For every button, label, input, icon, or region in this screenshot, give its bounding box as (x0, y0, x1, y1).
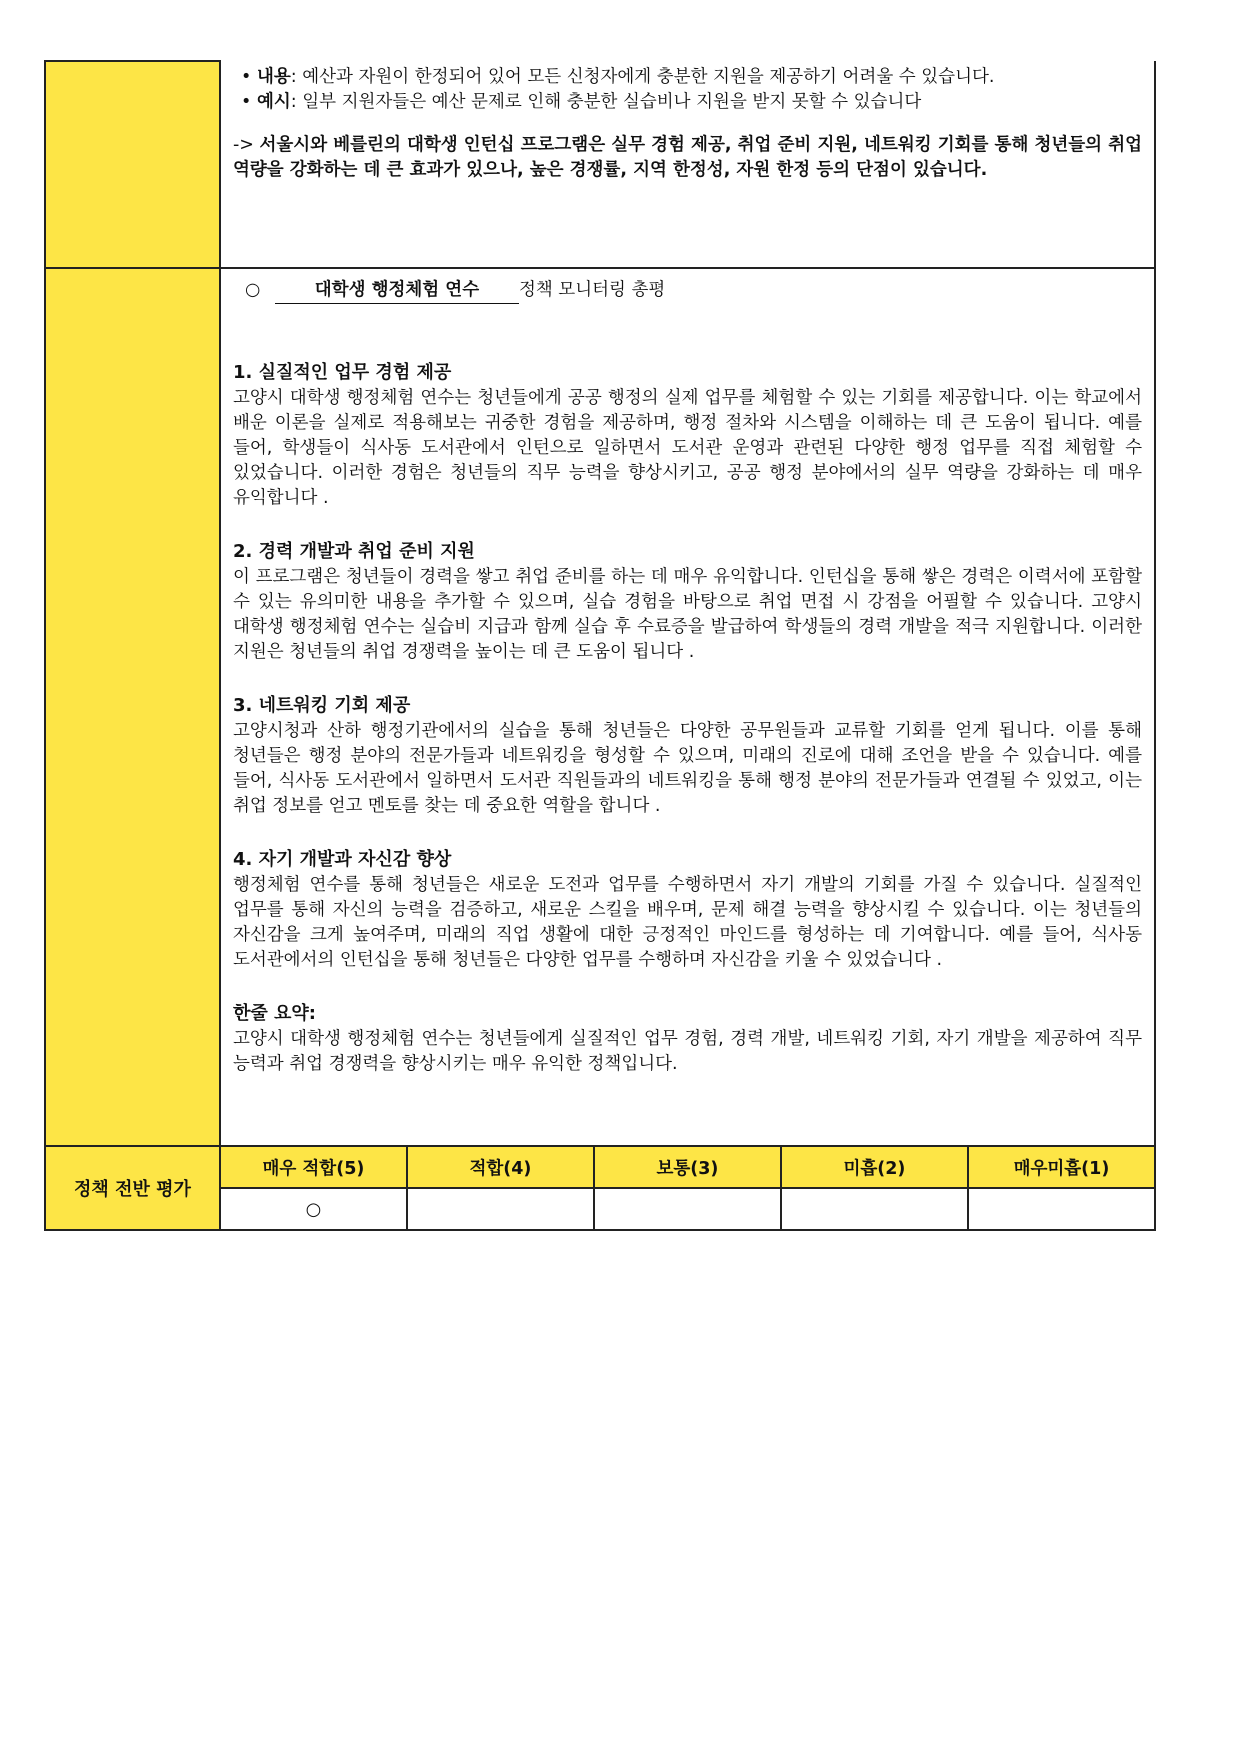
section-networking (233, 693, 1142, 819)
section-summary (233, 1001, 1142, 1077)
rating-header-5: 매우 적합(5) (220, 1146, 407, 1188)
section-title: 한줄 요약: (232, 1003, 316, 1024)
rating-header-3: 보통(3) (594, 1146, 781, 1188)
monitoring-heading (245, 277, 1142, 304)
rating-cell-3 (594, 1188, 781, 1230)
evaluation-label: 정책 전반 평가 (45, 1146, 220, 1230)
section-body: 이 프로그램은 청년들이 경력을 쌓고 취업 준비를 하는 데 매우 유익합니다. 인턴십을 통해 쌓은 경력은 이력서에 포함할 수 있는 유의미한 내용을 추가할 수 있으며, 실습 경험을 바탕으로 취업 면접 시 강점을 어필할 수 있습니다. 고양시 대학생 행정체험 연수는 실습비 지급과 함께 실습 후 수료증을 발급하여 학생들의 경력 개발을 적극 지원합니다. 이러한 지원은 청년들의 취업 경쟁력을 높이는 데 큰 도움이 됩니다 . (232, 567, 1142, 662)
section-title: 3. 네트워킹 기회 제공 (232, 695, 411, 716)
conclusion-paragraph: -> 서울시와 베를린의 대학생 인턴십 프로그램은 실무 경험 제공, 취업 준비 지원, 네트워킹 기회를 통해 청년들의 취업 역량을 강화하는 데 큰 효과가 있으나, 높은 경쟁률, 지역 한정성, 자원 한정 등의 단점이 있습니다. (232, 135, 1143, 180)
section-body: 고양시 대학생 행정체험 연수는 청년들에게 공공 행정의 실제 업무를 체험할 수 있는 기회를 제공합니다. 이는 학교에서 배운 이론을 실제로 적용해보는 귀중한 경험을 제공하며, 행정 절차와 시스템을 이해하는 데 큰 도움이 됩니다. 예를 들어, 학생들이 식사동 도서관에서 인턴으로 일하면서 도서관 운영과 관련된 다양한 행정 업무를 직접 체험할 수 있었습니다. 이러한 경험은 청년들의 직무 능력을 향상시키고, 공공 행정 분야에서의 실무 역량을 강화하는 데 매우 유익합니다 . (232, 388, 1142, 508)
rating-cell-2 (781, 1188, 968, 1230)
policy-evaluation-table (44, 60, 1156, 1231)
circle-marker: ○ (244, 280, 261, 300)
section-body: 고양시 대학생 행정체험 연수는 청년들에게 실질적인 업무 경험, 경력 개발, 네트워킹 기회, 자기 개발을 제공하여 직무 능력과 취업 경쟁력을 향상시키는 매우 유익한 정책입니다. (232, 1029, 1142, 1074)
section-self-development (233, 847, 1142, 973)
section-title: 2. 경력 개발과 취업 준비 지원 (232, 541, 475, 562)
section-title: 1. 실질적인 업무 경험 제공 (232, 362, 452, 383)
side-column (45, 61, 220, 268)
monitoring-review-cell (220, 268, 1155, 1146)
drawback-bullet-list (233, 65, 1142, 115)
section-practical-experience (233, 360, 1142, 511)
bullet-example: • 예시: 일부 지원자들은 예산 문제로 인해 충분한 실습비나 지원을 받지 못할 수 있습니다 (257, 90, 1142, 115)
monitoring-suffix: 정책 모니터링 총평 (518, 280, 666, 300)
rating-cell-5: ○ (220, 1188, 407, 1230)
rating-header-2: 미흡(2) (781, 1146, 968, 1188)
rating-cell-4 (407, 1188, 594, 1230)
side-column (45, 268, 220, 1146)
section-body: 고양시청과 산하 행정기관에서의 실습을 통해 청년들은 다양한 공무원들과 교류할 기회를 얻게 됩니다. 이를 통해 청년들은 행정 분야의 전문가들과 네트워킹을 형성할 수 있으며, 미래의 진로에 대해 조언을 받을 수 있습니다. 예를 들어, 식사동 도서관에서 일하면서 도서관 직원들과의 네트워킹을 통해 행정 분야의 전문가들과 연결될 수 있었고, 이는 취업 정보를 얻고 멘토를 찾는 데 중요한 역할을 합니다 . (232, 721, 1142, 816)
rating-header-1: 매우미흡(1) (968, 1146, 1155, 1188)
bullet-content: • 내용: 예산과 자원이 한정되어 있어 모든 신청자에게 충분한 지원을 제공하기 어려울 수 있습니다. (257, 65, 1142, 90)
policy-name: 대학생 행정체험 연수 (275, 277, 519, 304)
section-career-development (233, 539, 1142, 665)
section-title: 4. 자기 개발과 자신감 향상 (232, 849, 452, 870)
section-body: 행정체험 연수를 통해 청년들은 새로운 도전과 업무를 수행하면서 자기 개발의 기회를 가질 수 있습니다. 실질적인 업무를 통해 자신의 능력을 검증하고, 새로운 스킬을 배우며, 문제 해결 능력을 향상시킬 수 있습니다. 이는 청년들의 자신감을 크게 높여주며, 미래의 직업 생활에 대한 긍정적인 마인드를 형성하는 데 기여합니다. 예를 들어, 식사동 도서관에서의 인턴십을 통해 청년들은 다양한 업무를 수행하며 자신감을 키울 수 있었습니다 . (232, 875, 1142, 970)
rating-cell-1 (968, 1188, 1155, 1230)
drawbacks-cell (220, 61, 1155, 268)
rating-header-4: 적합(4) (407, 1146, 594, 1188)
